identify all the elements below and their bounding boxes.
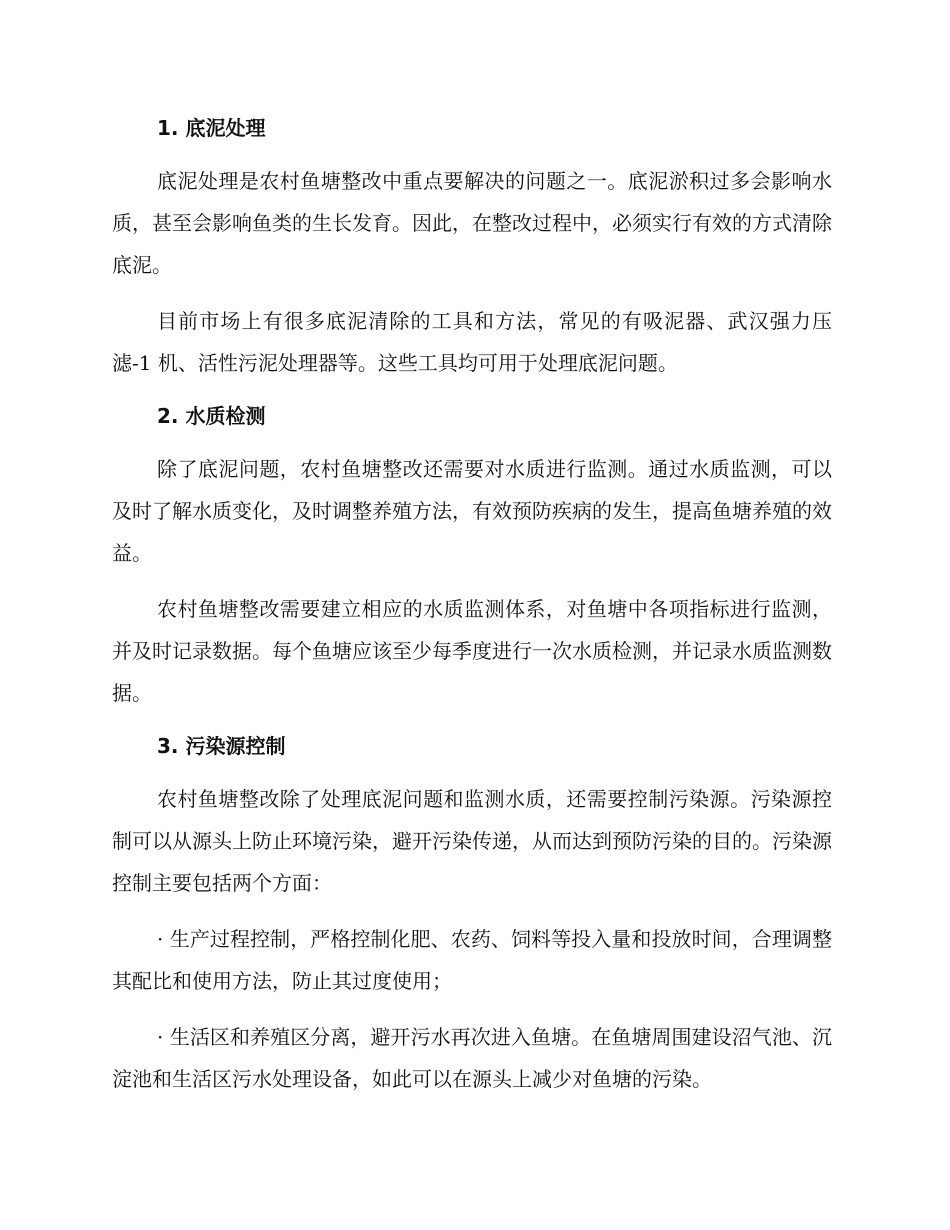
section-heading: 2. 水质检测: [157, 404, 266, 428]
paragraph: 农村鱼塘整改需要建立相应的水质监测体系，对鱼塘中各项指标进行监测，并及时记录数据。每个鱼塘应该至少每季度进行一次水质检测，并记录水质监测数据。: [112, 597, 832, 705]
document-body: [112, 110, 832, 1114]
paragraph: 目前市场上有很多底泥清除的工具和方法，常见的有吸泥器、武汉强力压滤-1 机、活性污泥处理器等。这些工具均可用于处理底泥问题。: [112, 309, 832, 375]
section-heading: 3. 污染源控制: [157, 734, 286, 758]
bullet-item: · 生产过程控制，严格控制化肥、农药、饲料等投入量和投放时间，合理调整其配比和使用方法，防止其过度使用；: [112, 927, 832, 993]
bullet-item: · 生活区和养殖区分离，避开污水再次进入鱼塘。在鱼塘周围建设沼气池、沉淀池和生活区污水处理设备，如此可以在源头上减少对鱼塘的污染。: [112, 1025, 832, 1091]
paragraph: 除了底泥问题，农村鱼塘整改还需要对水质进行监测。通过水质监测，可以及时了解水质变化，及时调整养殖方法，有效预防疾病的发生，提高鱼塘养殖的效益。: [112, 457, 832, 565]
paragraph: 农村鱼塘整改除了处理底泥问题和监测水质，还需要控制污染源。污染源控制可以从源头上防止环境污染，避开污染传递，从而达到预防污染的目的。污染源控制主要包括两个方面：: [112, 787, 832, 895]
section-heading: 1. 底泥处理: [157, 116, 266, 140]
paragraph: 底泥处理是农村鱼塘整改中重点要解决的问题之一。底泥淤积过多会影响水质，甚至会影响鱼类的生长发育。因此，在整改过程中，必须实行有效的方式清除底泥。: [112, 169, 832, 277]
